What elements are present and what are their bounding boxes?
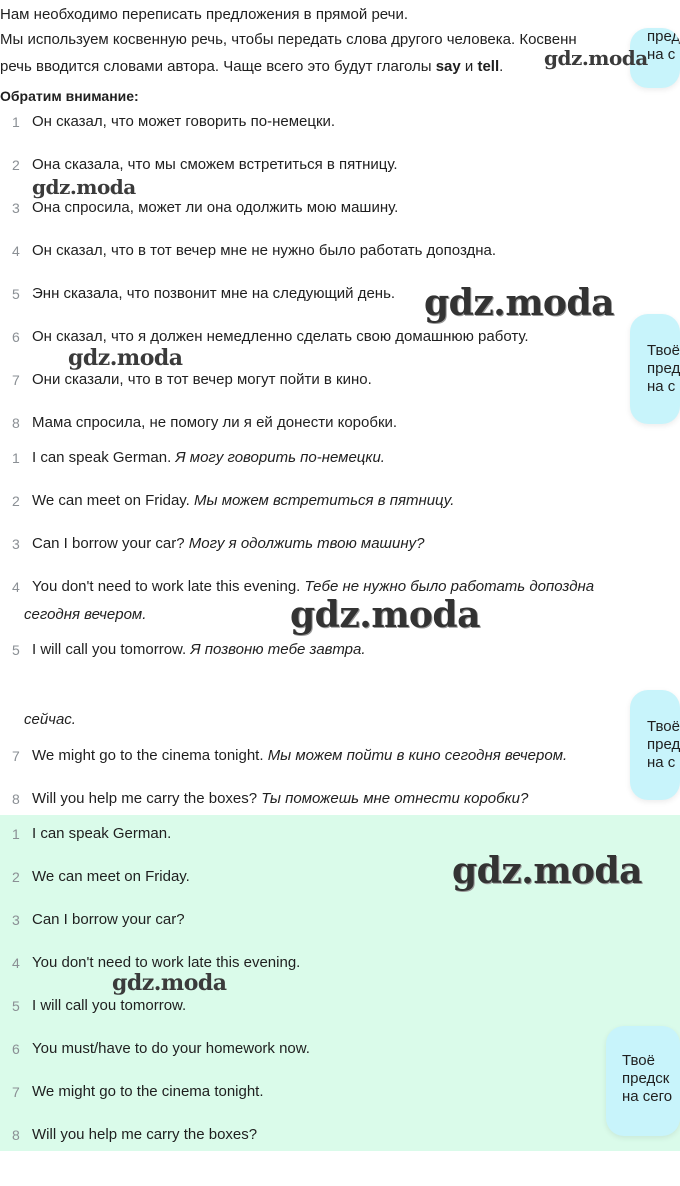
bubble-line: Твоё	[622, 1052, 655, 1069]
translation-continuation: сегодня вечером.	[24, 606, 147, 623]
english-text: Can I borrow your car?	[32, 535, 189, 552]
english-text: You don't need to work late this evening.	[32, 578, 305, 595]
verb-say: say	[435, 58, 461, 75]
item-text	[32, 491, 454, 511]
watermark-logo: gdz.moda	[68, 345, 183, 371]
item-number: 4	[12, 955, 20, 971]
item-number: 4	[12, 243, 20, 259]
item-text: Она спросила, может ли она одолжить мою машину.	[32, 199, 399, 216]
english-text: We might go to the cinema tonight.	[32, 747, 268, 764]
item-number: 4	[12, 579, 20, 595]
russian-translation: Тебе не нужно было работать допоздна	[304, 578, 595, 595]
russian-translation: Я позвоню тебе завтра.	[190, 641, 366, 658]
english-text: We can meet on Friday.	[32, 492, 195, 509]
intro-dot: .	[499, 58, 504, 75]
item-number: 3	[12, 536, 20, 552]
item-text: Мама спросила, не помогу ли я ей донести коробки.	[32, 414, 398, 431]
watermark-logo: gdz.moda	[452, 850, 642, 892]
bubble-line: Твоё	[647, 718, 680, 735]
item-number: 3	[12, 912, 20, 928]
item-number: 7	[12, 1084, 20, 1100]
item-text: Он сказал, что может говорить по-немецки.	[32, 113, 336, 130]
bubble-line: пред	[647, 28, 680, 45]
bubble-line: на с	[647, 46, 676, 63]
russian-translation: Могу я одолжить твою машину?	[188, 535, 425, 552]
intro-line-2: Мы используем косвенную речь, чтобы передать слова другого человека. Косвенн	[0, 31, 577, 48]
attention-heading: Обратим внимание:	[0, 88, 139, 104]
item-text: I will call you tomorrow.	[32, 997, 187, 1014]
chat-bubble[interactable]	[630, 314, 680, 424]
verb-tell: tell	[477, 58, 500, 75]
bubble-line: на сего	[622, 1088, 673, 1105]
russian-translation: Ты поможешь мне отнести коробки?	[261, 790, 529, 807]
item-number: 6	[12, 329, 20, 345]
item-number: 5	[12, 642, 20, 658]
bubble-line: пред	[647, 360, 680, 377]
item-text: Can I borrow your car?	[32, 911, 185, 928]
item-text	[32, 448, 385, 468]
item-text: Он сказал, что я должен немедленно сделать свою домашнюю работу.	[32, 328, 529, 345]
russian-translation: Я могу говорить по-немецки.	[175, 449, 385, 466]
item-number: 7	[12, 748, 20, 764]
item-number: 7	[12, 372, 20, 388]
item-text: We might go to the cinema tonight.	[32, 1083, 264, 1100]
item-text	[32, 534, 424, 554]
item-number: 2	[12, 157, 20, 173]
item-text: We can meet on Friday.	[32, 868, 190, 885]
item-text	[32, 640, 366, 660]
english-text: Will you help me carry the boxes?	[32, 790, 262, 807]
bubble-line: предск	[622, 1070, 670, 1087]
item-text: You must/have to do your homework now.	[32, 1040, 310, 1057]
item-text: Will you help me carry the boxes?	[32, 1126, 258, 1143]
item-number: 1	[12, 114, 20, 130]
item-text: Энн сказала, что позвонит мне на следующий день.	[32, 285, 396, 302]
bubble-line: Твоё	[647, 342, 680, 359]
item-text: Они сказали, что в тот вечер могут пойти в кино.	[32, 371, 372, 388]
item-text: You don't need to work late this evening.	[32, 954, 301, 971]
item-number: 2	[12, 493, 20, 509]
chat-bubble[interactable]	[606, 1026, 680, 1136]
item-number: 1	[12, 450, 20, 466]
watermark-logo: gdz.moda	[112, 970, 227, 996]
item-number: 6	[12, 1041, 20, 1057]
translation-continuation: сейчас.	[24, 711, 76, 728]
chat-bubble[interactable]	[630, 690, 680, 800]
english-text: I will call you tomorrow.	[32, 641, 191, 658]
item-number: 8	[12, 1127, 20, 1143]
bubble-line: на с	[647, 754, 676, 771]
watermark-logo: gdz.moda	[290, 594, 480, 636]
item-number: 2	[12, 869, 20, 885]
item-text	[32, 746, 567, 766]
item-number: 8	[12, 791, 20, 807]
item-text: Она сказала, что мы сможем встретиться в пятницу.	[32, 156, 398, 173]
item-text: Он сказал, что в тот вечер мне не нужно было работать допоздна.	[32, 242, 497, 259]
russian-translation: Мы можем встретиться в пятницу.	[194, 492, 455, 509]
bubble-line: пред	[647, 736, 680, 753]
intro-and: и	[460, 58, 478, 75]
item-number: 5	[12, 998, 20, 1014]
item-number: 5	[12, 286, 20, 302]
intro-line-1: Нам необходимо переписать предложения в прямой речи.	[0, 6, 408, 23]
english-text: I can speak German.	[32, 449, 176, 466]
russian-translation: Мы можем пойти в кино сегодня вечером.	[267, 747, 568, 764]
watermark-logo: gdz.moda	[544, 46, 648, 70]
item-number: 8	[12, 415, 20, 431]
intro-text: речь вводится словами автора. Чаще всего это будут глаголы	[0, 58, 436, 75]
watermark-logo: gdz.moda	[424, 282, 614, 324]
watermark-logo: gdz.moda	[32, 175, 136, 199]
item-number: 1	[12, 826, 20, 842]
item-number: 3	[12, 200, 20, 216]
bubble-line: на с	[647, 378, 676, 395]
item-text: I can speak German.	[32, 825, 172, 842]
item-text	[32, 789, 528, 809]
